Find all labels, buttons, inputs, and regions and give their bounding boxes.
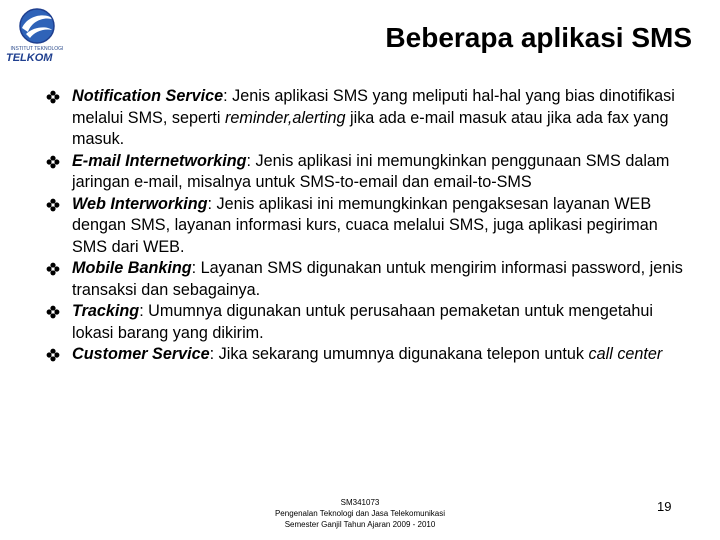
item-term: Mobile Banking xyxy=(72,259,192,277)
item-term: Web Interworking xyxy=(72,194,208,213)
item-italic-text: reminder,alerting xyxy=(224,108,346,127)
footer-course-code: SM341073 xyxy=(340,498,380,507)
list-item xyxy=(46,301,696,344)
footer-course-title: Pengenalan Teknologi dan Jasa Telekomunikasi xyxy=(274,509,446,518)
item-term: Customer Service xyxy=(72,345,210,363)
application-list xyxy=(46,86,696,366)
telkom-logo xyxy=(6,6,68,66)
item-italic-text: call center xyxy=(588,345,663,363)
page-number: 19 xyxy=(657,499,672,514)
item-term: Notification Service xyxy=(72,87,224,105)
item-text: : Jenis aplikasi ini memungkinkan penggunaan SMS dalam jaringan e-mail, misalnya untuk SMS-to-email dan email-to-SMS xyxy=(72,151,670,191)
diamond-bullet-icon xyxy=(46,262,60,276)
item-text: : Jenis aplikasi SMS yang meliputi hal-hal yang bias dinotifikasi melalui SMS, seperti xyxy=(72,87,675,127)
diamond-bullet-icon xyxy=(46,90,60,104)
footer-semester: Semester Ganjil Tahun Ajaran 2009 - 2010 xyxy=(284,520,436,529)
list-item xyxy=(46,151,696,194)
item-text: : Jenis aplikasi ini memungkinkan pengaksesan layanan WEB dengan SMS, layanan informasi kurs, cuaca melalui SMS, juga aplikasi pegiriman SMS dari WEB. xyxy=(72,194,658,256)
telkom-logo-icon xyxy=(6,6,68,46)
logo-subtitle: INSTITUT TEKNOLOGI xyxy=(10,46,64,52)
diamond-bullet-icon xyxy=(46,305,60,319)
list-item xyxy=(46,86,696,151)
item-text-end: jika ada e-mail masuk atau jika ada fax yang masuk. xyxy=(72,108,669,148)
item-text: : Jika sekarang umumnya digunakana telepon untuk xyxy=(209,345,589,363)
list-item xyxy=(46,344,696,366)
slide-title: Beberapa aplikasi SMS xyxy=(385,22,692,53)
item-text: : Layanan SMS digunakan untuk mengirim informasi password, jenis transaksi dan sebagainya. xyxy=(72,259,683,299)
diamond-bullet-icon xyxy=(46,348,60,362)
footer xyxy=(240,497,480,530)
list-item xyxy=(46,194,696,259)
diamond-bullet-icon xyxy=(46,155,60,169)
item-term: E-mail Internetworking xyxy=(72,151,247,170)
logo-brand-text: TELKOM xyxy=(6,52,53,64)
diamond-bullet-icon xyxy=(46,198,60,212)
item-term: Tracking xyxy=(72,302,140,320)
list-item xyxy=(46,258,696,301)
item-text: : Umumnya digunakan untuk perusahaan pemaketan untuk mengetahui lokasi barang yang dikirim. xyxy=(72,302,654,342)
